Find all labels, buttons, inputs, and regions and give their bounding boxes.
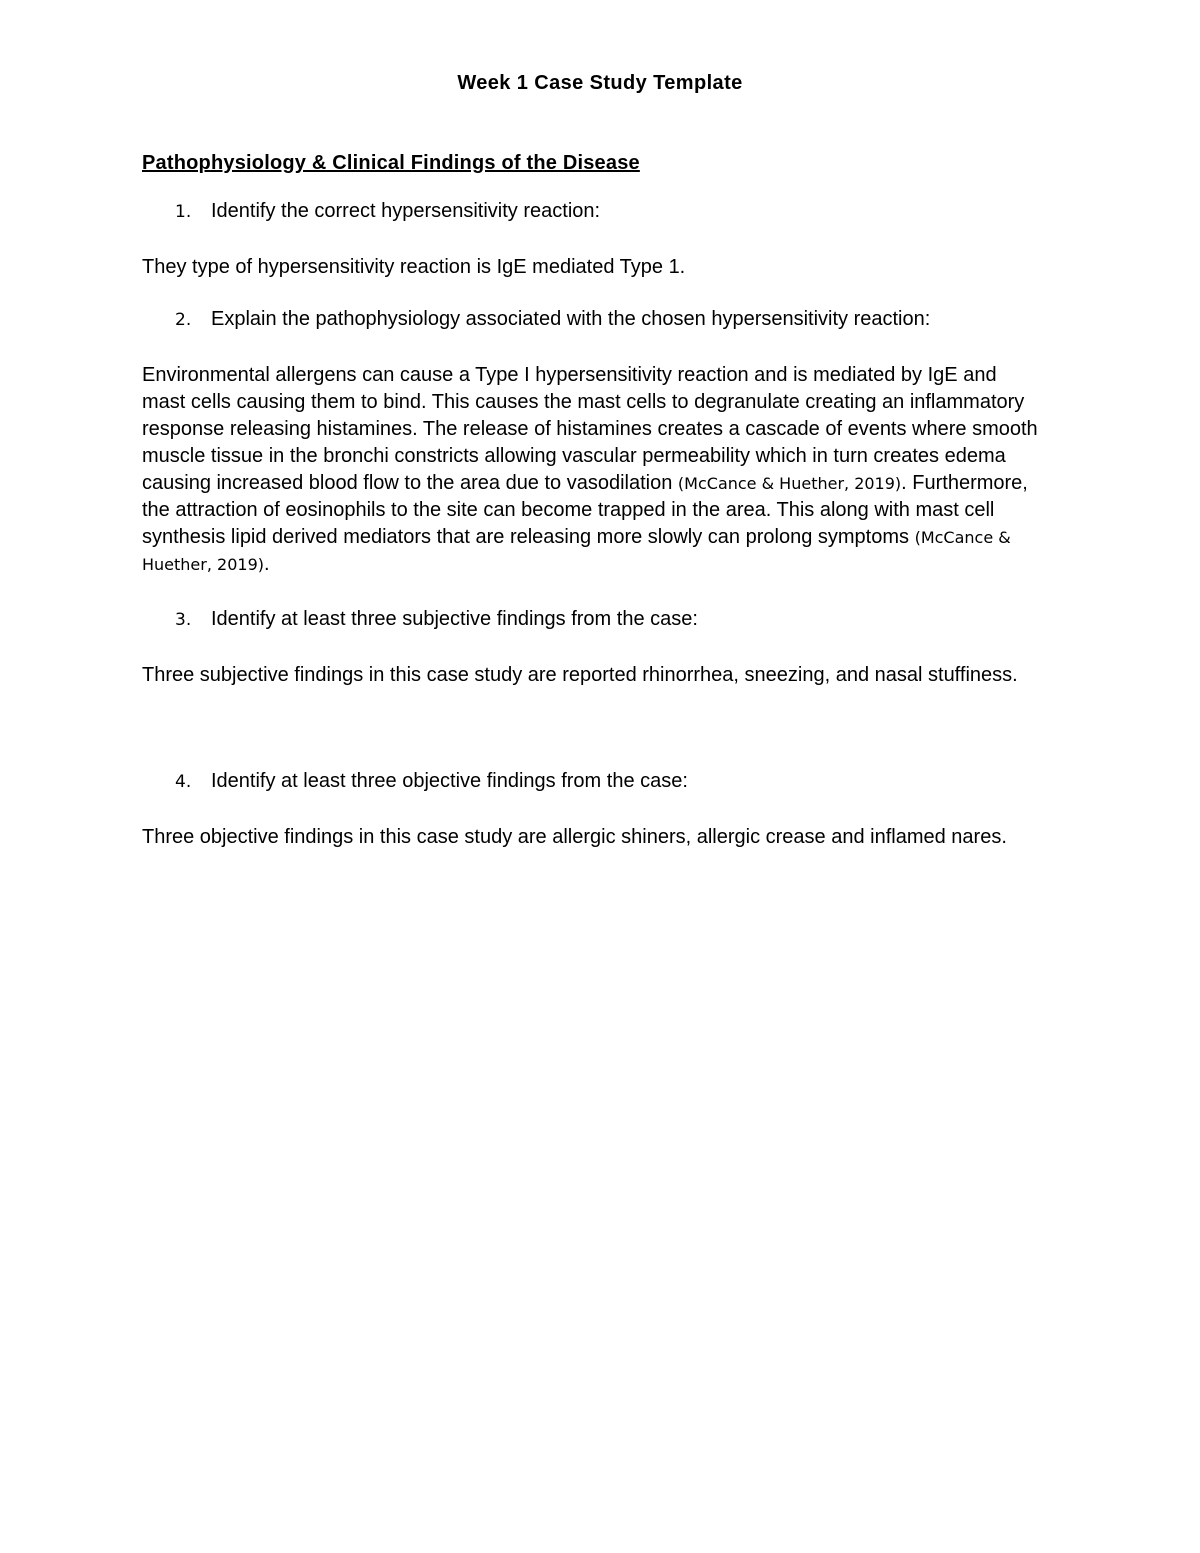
question-prompt: Identify at least three objective findings from the case: xyxy=(211,770,688,792)
question-2 xyxy=(175,308,930,331)
question-prompt: Identify the correct hypersensitivity reaction: xyxy=(211,200,601,222)
answer-text: Environmental allergens can cause a Type I hypersensitivity reaction and is mediated by IgE and mast cells causing them to bind. This causes the mast cells to degranulate creating an inflammatory response releasing histamines. The release of histamines creates a cascade of events where smooth muscle tissue in the bronchi constricts allowing vascular permeability which in turn creates edema causing increased blood flow to the area due to vasodilation xyxy=(142,364,1038,494)
document-title: Week 1 Case Study Template xyxy=(457,72,743,94)
question-4 xyxy=(175,770,688,793)
question-prompt: Explain the pathophysiology associated with the chosen hypersensitivity reaction: xyxy=(211,308,931,330)
section-heading: Pathophysiology & Clinical Findings of the Disease xyxy=(142,152,640,174)
answer-text: . Furthermore, the attraction of eosinophils to the site can become trapped in the area. This along with mast cell synthesis lipid derived mediators that are releasing more slowly can prolong symptoms xyxy=(142,472,1028,548)
question-1 xyxy=(175,200,600,223)
answer-3: Three subjective findings in this case study are reported rhinorrhea, sneezing, and nasal stuffiness. xyxy=(142,664,1018,686)
answer-2 xyxy=(142,362,1042,578)
question-number: 2. xyxy=(175,310,192,330)
question-3 xyxy=(175,608,698,631)
citation: (McCance & Huether, 2019) xyxy=(677,474,902,493)
answer-text: . xyxy=(263,553,270,575)
citation: (McCance & Huether, 2019) xyxy=(142,528,1011,574)
question-number: 1. xyxy=(175,202,192,222)
question-number: 4. xyxy=(175,772,192,792)
answer-1: They type of hypersensitivity reaction is IgE mediated Type 1. xyxy=(142,256,686,278)
question-number: 3. xyxy=(175,610,192,630)
answer-4: Three objective findings in this case study are allergic shiners, allergic crease and inflamed nares. xyxy=(142,826,1007,848)
question-prompt: Identify at least three subjective findings from the case: xyxy=(211,608,698,630)
